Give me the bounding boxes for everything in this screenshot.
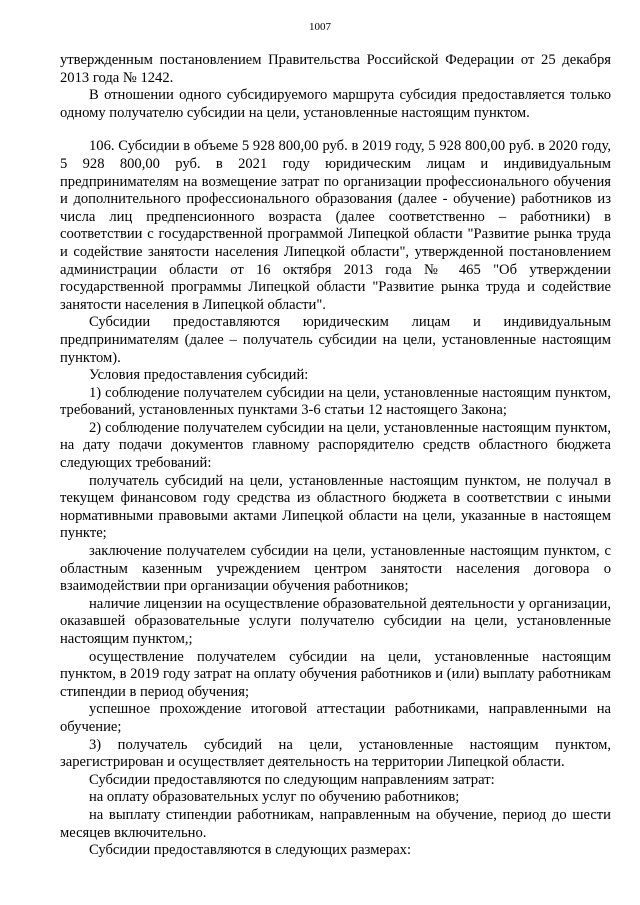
paragraph: утвержденным постановлением Правительства Российской Федерации от 25 декабря 2013 года № 1242. bbox=[60, 52, 611, 86]
paragraph: осуществление получателем субсидии на цели, установленные настоящим пунктом, в 2019 году затрат на оплату обучения работников и (или) выплату работникам стипендии в период обучения; bbox=[60, 648, 611, 700]
paragraph: на выплату стипендии работникам, направленным на обучение, период до шести месяцев включительно. bbox=[60, 806, 611, 841]
paragraph: Субсидии предоставляются юридическим лицам и индивидуальным предпринимателям (далее – получатель субсидии на цели, установленные настоящим пунктом). bbox=[60, 314, 611, 366]
paragraph: заключение получателем субсидии на цели, установленные настоящим пунктом, с областным казенным учреждением центром занятости населения договора о взаимодействии при организации обучения работников; bbox=[60, 543, 611, 595]
document-body bbox=[60, 52, 611, 860]
paragraph: 2) соблюдение получателем субсидии на цели, установленные настоящим пунктом, на дату подачи документов главному распорядителю средств областного бюджета следующих требований: bbox=[60, 419, 611, 472]
paragraph-section-106: 106. Субсидии в объеме 5 928 800,00 руб. в 2019 году, 5 928 800,00 руб. в 2020 году, 5 928 800,00 руб. в 2021 году юридическим лицам и индивидуальным предпринимателям на возмещение затрат по организации профессионального обучения и дополнительного профессионального образования (далее - обучение) работников из числа лиц предпенсионного возраста (далее соответственно – работники) в соответствии с государственной программой Липецкой области "Развитие рынка труда и содействие занятости населения Липецкой области", утвержденной постановлением администрации области от 16 октября 2013 года № 465 "Об утверждении государственной программы Липецкой области "Развитие рынка труда и содействие занятости населения в Липецкой области". bbox=[60, 138, 611, 313]
paragraph: В отношении одного субсидируемого маршрута субсидия предоставляется только одному получателю субсидии на цели, установленные настоящим пунктом. bbox=[60, 87, 611, 121]
paragraph: Субсидии предоставляются в следующих размерах: bbox=[89, 842, 412, 859]
paragraph: успешное прохождение итоговой аттестации работниками, направленными на обучение; bbox=[60, 701, 611, 735]
paragraph: наличие лицензии на осуществление образовательной деятельности у организации, оказавшей образовательные услуги получателю субсидии на цели, установленные настоящим пунктом,; bbox=[60, 595, 611, 647]
page-number: 1007 bbox=[309, 21, 331, 33]
paragraph: на оплату образовательных услуг по обучению работников; bbox=[89, 789, 460, 806]
paragraph: 3) получатель субсидий на цели, установленные настоящим пунктом, зарегистрирован и осуществляет деятельность на территории Липецкой области. bbox=[60, 736, 611, 771]
paragraph: 1) соблюдение получателем субсидии на цели, установленные настоящим пунктом, требований, установленных пунктами 3-6 статьи 12 настоящего Закона; bbox=[60, 384, 611, 419]
paragraph: получатель субсидий на цели, установленные настоящим пунктом, не получал в текущем финансовом году средства из областного бюджета в соответствии с иными нормативными правовыми актами Липецкой области на цели, указанные в настоящем пункте; bbox=[60, 472, 611, 542]
paragraph: Субсидии предоставляются по следующим направлениям затрат: bbox=[89, 771, 495, 788]
paragraph: Условия предоставления субсидий: bbox=[89, 367, 309, 384]
